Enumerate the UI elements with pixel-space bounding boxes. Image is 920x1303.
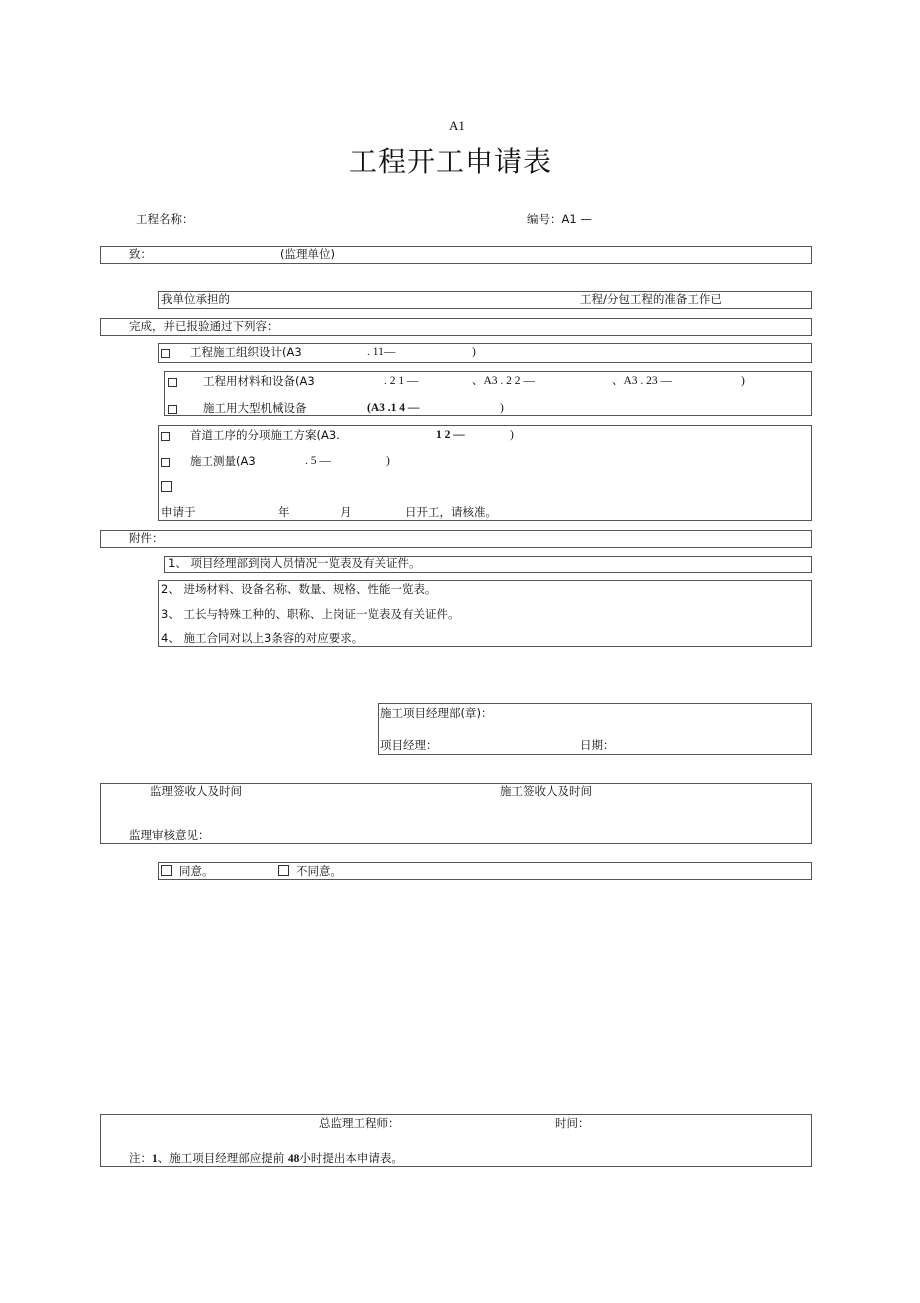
checkbox-icon[interactable] xyxy=(161,349,170,358)
intro-continue: 完成，并已报验通过下列容： xyxy=(129,319,279,333)
checklist-item-3-text: 施工用大型机械设备 xyxy=(203,401,307,415)
checklist-item-2-text: 工程用材料和设备(A3 xyxy=(203,374,315,388)
apply-prefix: 申请于 xyxy=(161,505,196,519)
supervision-unit-label: (监理单位) xyxy=(280,247,335,261)
checklist-item-5-text: 施工测量(A3 xyxy=(190,454,256,468)
checklist-item-3-close: ) xyxy=(500,402,504,414)
project-name-label: 工程名称： xyxy=(136,212,194,226)
chief-engineer-label: 总监理工程师： xyxy=(319,1116,400,1130)
note-text-1: 、施工项目经理部应提前 xyxy=(157,1151,285,1165)
checklist-item-4-close: ) xyxy=(510,429,514,441)
supervisor-sign-label: 监理签收人及时间 xyxy=(150,784,242,798)
checklist-item-2-close: ) xyxy=(741,375,745,387)
note-number: 1 xyxy=(152,1153,158,1165)
project-manager-label: 项目经理： xyxy=(380,738,438,752)
checkbox-icon[interactable] xyxy=(168,405,177,414)
decision-row xyxy=(158,862,812,880)
checklist-item-1-close: ) xyxy=(472,346,476,358)
note-hours: 48 xyxy=(287,1153,300,1165)
attachment-item-2: 2、 进场材料、设备名称、数量、规格、性能一览表。 xyxy=(161,582,437,596)
footer-time-label: 时间： xyxy=(555,1116,590,1130)
contractor-dept-label: 施工项目经理部(章)： xyxy=(380,706,493,720)
intro-left: 我单位承担的 xyxy=(161,292,230,306)
contractor-date-label: 日期： xyxy=(580,738,615,752)
checklist-item-2-code-2: 、A3 . 2 2 — xyxy=(472,375,535,387)
disagree-checkbox-icon[interactable] xyxy=(278,865,289,876)
checklist-item-2-code-1: . 2 1 — xyxy=(384,375,419,387)
note-prefix: 注： xyxy=(129,1151,152,1165)
disagree-label: 不同意。 xyxy=(296,864,342,878)
to-row xyxy=(100,246,812,264)
attachment-item-4: 4、 施工合同对以上3条容的对应要求。 xyxy=(161,631,364,645)
apply-suffix: 日开工，请核准。 xyxy=(405,505,497,519)
checklist-item-3-code: (A3 .1 4 — xyxy=(367,402,420,414)
checkbox-icon[interactable] xyxy=(161,458,170,467)
checklist-item-1-text: 工程施工组织设计(A3 xyxy=(190,345,302,359)
attachments-label: 附件： xyxy=(129,531,164,545)
to-label: 致： xyxy=(129,247,152,261)
checklist-item-4-text: 首道工序的分项施工方案(A3. xyxy=(190,428,340,442)
agree-label: 同意。 xyxy=(179,864,214,878)
attachment-item-1: 1、 项目经理部到岗人员情况一览表及有关证件。 xyxy=(168,556,421,570)
agree-checkbox-icon[interactable] xyxy=(161,865,172,876)
attachments-header-row xyxy=(100,530,812,548)
checklist-item-2-code-3: 、A3 . 23 — xyxy=(612,375,673,387)
checkbox-icon[interactable] xyxy=(168,378,177,387)
review-opinion-label: 监理审核意见： xyxy=(129,828,210,842)
apply-year: 年 xyxy=(278,505,290,519)
footer-note xyxy=(129,1153,403,1166)
intro-right: 工程/分包工程的准备工作已 xyxy=(580,292,722,306)
page-title: 工程开工申请表 xyxy=(349,145,553,178)
attachment-item-3: 3、 工长与特殊工种的、职称、上岗证一览表及有关证件。 xyxy=(161,607,460,621)
checklist-item-5-close: ) xyxy=(386,455,390,467)
checklist-item-1-code: . 11— xyxy=(367,346,396,358)
checkbox-icon[interactable] xyxy=(161,481,172,492)
checklist-item-4-code: 1 2 — xyxy=(436,429,465,441)
contractor-sign-label: 施工签收人及时间 xyxy=(500,784,592,798)
apply-month: 月 xyxy=(340,505,352,519)
checkbox-icon[interactable] xyxy=(161,432,170,441)
serial-number-label: 编号：A1 — xyxy=(527,212,592,226)
note-text-2: 小时提出本申请表。 xyxy=(299,1151,403,1165)
form-code: A1 xyxy=(449,118,465,133)
checklist-item-5-code: . 5 — xyxy=(305,455,331,467)
